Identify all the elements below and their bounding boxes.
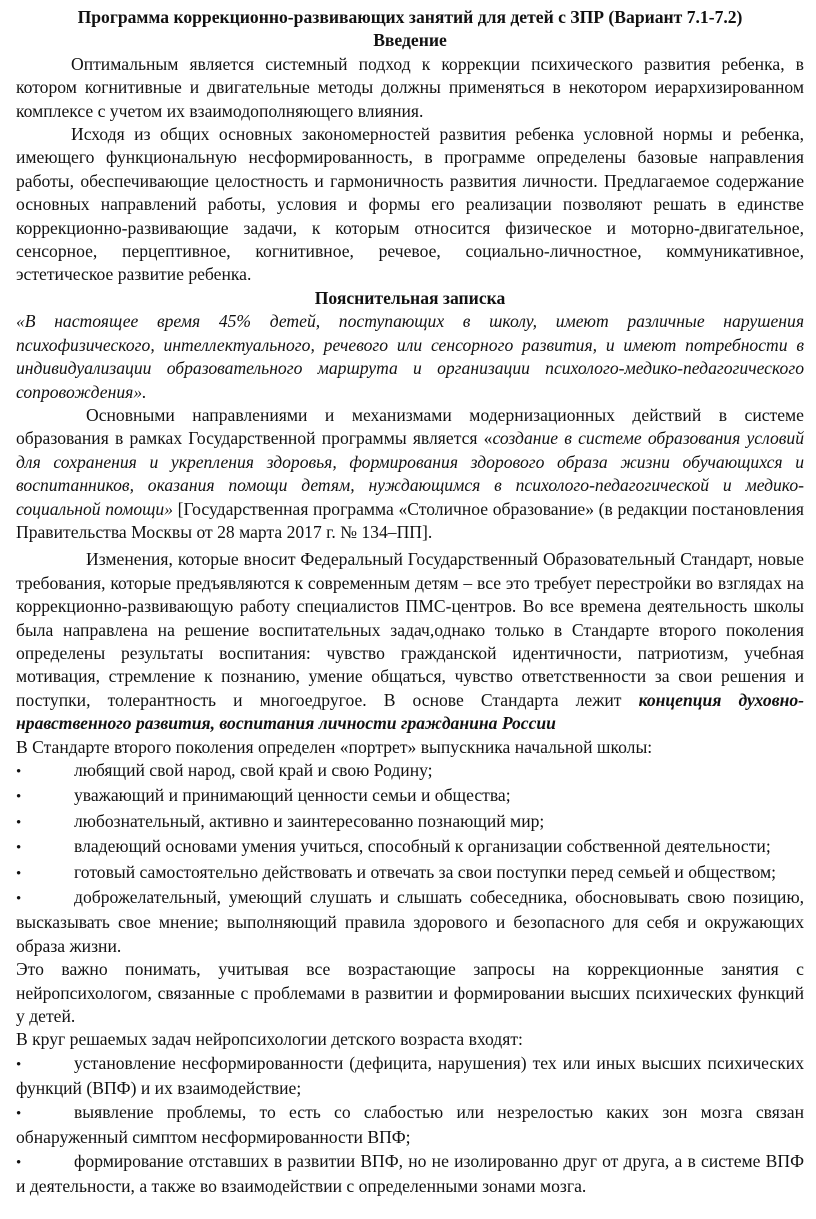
list-item: • владеющий основами умения учиться, способный к организации собственной деятельности; (16, 835, 804, 860)
list-item: • любознательный, активно и заинтересованно познающий мир; (16, 810, 804, 835)
note-heading: Пояснительная записка (314, 287, 506, 308)
bullet-icon: • (16, 865, 22, 882)
note-p2-italic: создание в системе образования условий для сохранения и укрепления здоровья, формирования здорового образа жизни обучающихся и воспитанников, оказания помощи детям, нуждающимся в психолого-педагогической и медико-социальной помощи» (16, 428, 804, 519)
document-title: Программа коррекционно-развивающих занятий для детей с ЗПР (Вариант 7.1-7.2) (77, 7, 743, 27)
list-item: • уважающий и принимающий ценности семьи и общества; (16, 784, 804, 809)
tasks-intro: В круг решаемых задач нейропсихологии детского возраста входят: (16, 1029, 523, 1050)
note-paragraph-3 (16, 548, 804, 735)
intro-heading: Введение (373, 30, 447, 51)
portrait-list (16, 759, 804, 958)
bullet-icon: • (16, 814, 22, 831)
bullet-icon: • (16, 1105, 22, 1122)
important-paragraph: Это важно понимать, учитывая все возрастающие запросы на коррекционные занятия с нейропсихологом, связанные с проблемами в развитии и формировании высших психических функций у детей. (16, 959, 804, 1027)
tasks-list (16, 1052, 804, 1198)
list-item: • формирование отставших в развитии ВПФ, но не изолированно друг от друга, а в системе ВПФ и деятельности, а также во взаимодействии с определенными зонами мозга. (16, 1150, 804, 1196)
note-p3-bold: концепция духовно-нравственного развития, воспитания личности гражданина России (16, 689, 804, 734)
bullet-icon: • (16, 840, 22, 857)
bullet-icon: • (16, 891, 22, 908)
intro-paragraph-1: Оптимальным является системный подход к коррекции психического развития ребенка, в котором когнитивные и двигательные методы должны применяться в некотором иерархизированном комплексе с учетом их взаимодополняющего влияния. (16, 53, 804, 121)
list-item: • готовый самостоятельно действовать и отвечать за свои поступки перед семьей и обществом; (16, 861, 804, 886)
list-item: • доброжелательный, умеющий слушать и слышать собеседника, обосновывать свою позицию, высказывать свое мнение; выполняющий правила здорового и безопасного для себя и окружающих образа жизни. (16, 887, 804, 956)
list-item: • выявление проблемы, то есть со слабостью или незрелостью каких зон мозга связан обнаруженный симптом несформированности ВПФ; (16, 1101, 804, 1148)
note-quote: «В настоящее время 45% детей, поступающих в школу, имеют различные нарушения психофизического, интеллектуального, речевого или сенсорного развития, и имеют потребности в индивидуализации образовательного маршрута и организации психолого-медико-педагогического сопровождения». (16, 311, 804, 402)
bullet-icon: • (16, 764, 22, 780)
bullet-icon: • (16, 1056, 22, 1073)
bullet-icon: • (16, 1154, 22, 1171)
bullet-icon: • (16, 789, 22, 806)
note-p2-end: [Государственная программа «Столичное образование» (в редакции постановления Правительства Москвы от 28 марта 2017 г. № 134–ПП]. (16, 498, 804, 542)
note-paragraph-2 (16, 404, 804, 544)
list-item: • любящий свой народ, свой край и свою Родину; (16, 759, 804, 784)
note-p2-start: Основными направлениями и механизмами модернизационных действий в системе образования в рамках Государственной программы является « (16, 404, 804, 449)
list-item: • установление несформированности (дефицита, нарушения) тех или иных высших психических функций (ВПФ) и их взаимодействие; (16, 1052, 804, 1099)
note-p3-start: Изменения, которые вносит Федеральный Государственный Образовательный Стандарт, новые требования, которые предъявляются к современным детям – все это требует перестройки во взглядах на коррекционно-развивающую работу специалистов ПМС-центров. Во все времена деятельность школы была направлена на решение воспитательных задач,однако только в Стандарте второго поколения определены результаты воспитания: чувство гражданской идентичности, патриотизм, учебная мотивация, стремление к познанию, умение общаться, чувство ответственности за свои решения и поступки, толерантность и многоедругое. В основе Стандарта лежит (16, 549, 804, 710)
intro-paragraph-2: Исходя из общих основных закономерностей развития ребенка условной нормы и ребенка, имеющего функциональную несформированность, в программе определены базовые направления работы, обеспечивающие целостность и гармоничность развития личности. Предлагаемое содержание основных направлений работы, условия и формы его реализации позволяют решать в единстве коррекционно-развивающие задачи, к которым относится физическое и моторно-двигательное, сенсорное, перцептивное, когнитивное, речевое, социально-личностное, коммуникативное, эстетическое развитие ребенка. (16, 124, 804, 285)
portrait-intro: В Стандарте второго поколения определен «портрет» выпускника начальной школы: (16, 736, 653, 757)
